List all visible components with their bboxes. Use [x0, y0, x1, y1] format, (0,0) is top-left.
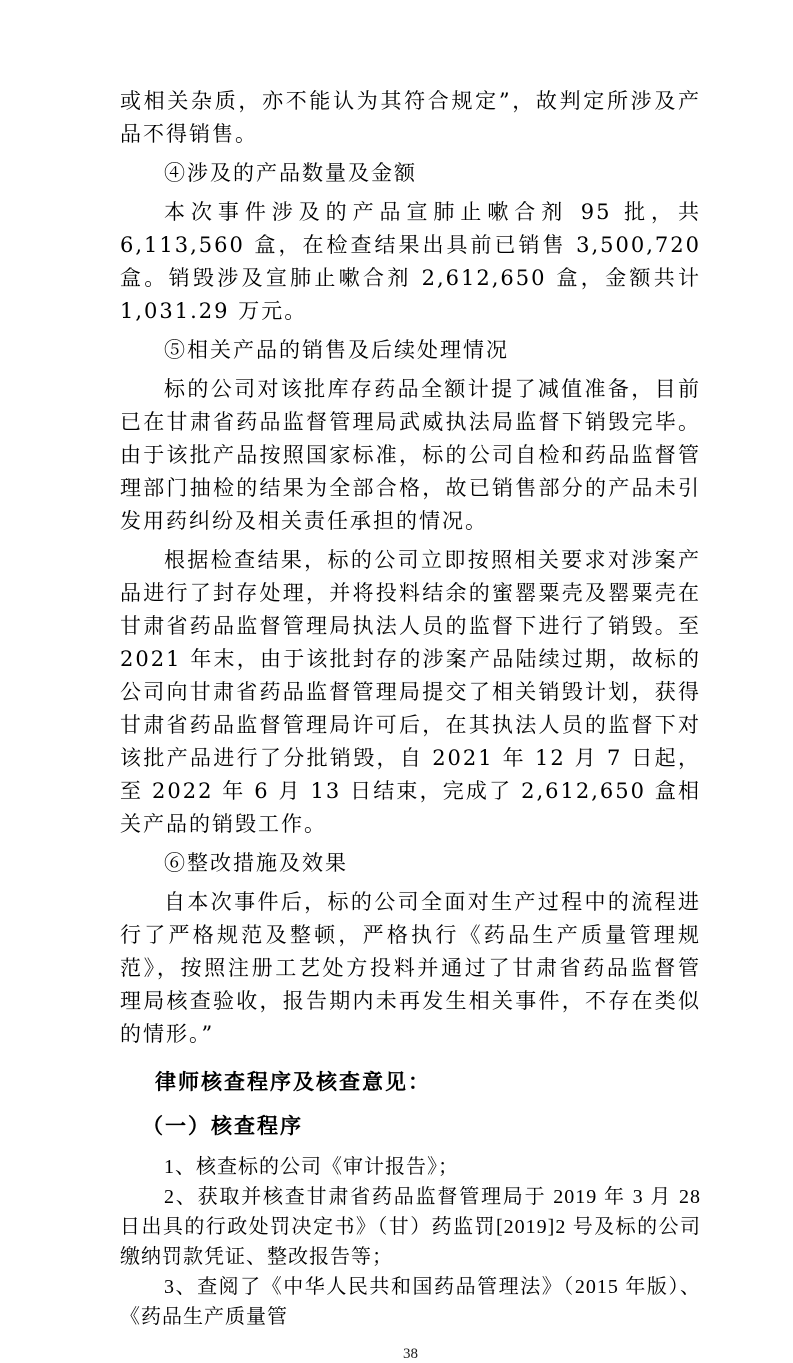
heading-lawyer-verification: 律师核查程序及核查意见：	[155, 1069, 431, 1094]
list-item-3-laws-reviewed: 3、查阅了《中华人民共和国药品管理法》（2015 年版）、《药品生产质量管	[120, 1276, 701, 1328]
subheading-6-rectification: ⑥整改措施及效果	[164, 851, 348, 875]
subheading-4-product-quantity-amount: ④涉及的产品数量及金额	[164, 161, 417, 185]
heading-verification-procedure: （一）核查程序	[142, 1113, 303, 1138]
list-item-2-penalty-decision: 2、获取并核查甘肃省药品监督管理局于 2019 年 3 月 28 日出具的行政处罚决定书》（甘）药监罚[2019]2 号及标的公司缴纳罚款凭证、整改报告等；	[120, 1186, 701, 1268]
paragraph-rectification-result: 自本次事件后，标的公司全面对生产过程中的流程进行了严格规范及整顿，严格执行《药品生产质量管理规范》，按照注册工艺处方投料并通过了甘肃省药品监督管理局核查验收，报告期内未再发生相关事件，不存在类似的情形。”	[120, 890, 701, 1046]
paragraph-impairment-destruction: 标的公司对该批库存药品全额计提了减值准备，目前已在甘肃省药品监督管理局武威执法局监督下销毁完毕。由于该批产品按照国家标准，标的公司自检和药品监督管理部门抽检的结果为全部合格，故已销售部分的产品未引发用药纠纷及相关责任承担的情况。	[120, 377, 701, 533]
list-item-1-audit-report: 1、核查标的公司《审计报告》；	[164, 1156, 459, 1178]
paragraph-sealed-products-destruction: 根据检查结果，标的公司立即按照相关要求对涉案产品进行了封存处理，并将投料结余的蜜罂粟壳及罂粟壳在甘肃省药品监督管理局执法人员的监督下进行了销毁。至 2021 年末，由于该批封存的涉案产品陆续过期，故标的公司向甘肃省药品监督管理局提交了相关销毁计划，获得甘肃省药品监督管理局许可后，在其执法人员的监督下对该批产品进行了分批销毁，自 2021 年 12 月 7 日起，至 2022 年 6 月 13 日结束，完成了 2,612,650 盒相关产品的销毁工作。	[120, 548, 701, 836]
paragraph-sale-verdict: 或相关杂质，亦不能认为其符合规定”，故判定所涉及产品不得销售。	[120, 89, 701, 146]
page-number: 38	[403, 1346, 418, 1362]
paragraph-product-quantity-amount: 本次事件涉及的产品宣肺止嗽合剂 95 批，共 6,113,560 盒，在检查结果出具前已销售 3,500,720 盒。销毁涉及宣肺止嗽合剂 2,612,650 盒，金额共计 1,031.29 万元。	[120, 200, 701, 323]
subheading-5-sales-followup: ⑤相关产品的销售及后续处理情况	[164, 338, 509, 362]
